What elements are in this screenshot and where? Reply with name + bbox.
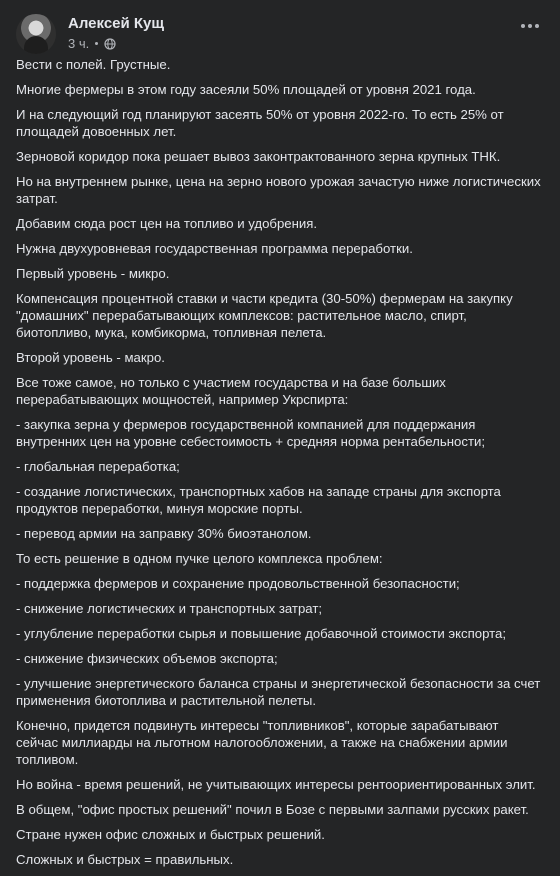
separator-dot xyxy=(95,42,98,45)
author-name[interactable]: Алексей Кущ xyxy=(68,15,165,32)
post-paragraph: - закупка зерна у фермеров государственной компанией для поддержания внутренних цен на уровне себестоимость + средняя норма рентабельности; xyxy=(16,417,486,449)
post-paragraph: Но на внутреннем рынке, цена на зерно нового урожая зачастую ниже логистических затрат. xyxy=(16,174,541,206)
post-paragraph: Но война - время решений, не учитывающих интересы рентоориентированных элит. xyxy=(16,777,536,792)
post-paragraph: - углубление переработки сырья и повышение добавочной стоимости экспорта; xyxy=(16,626,507,641)
post-text xyxy=(16,56,544,876)
globe-icon[interactable] xyxy=(104,38,116,50)
post-paragraph: Многие фермеры в этом году засеяли 50% площадей от уровня 2021 года. xyxy=(16,82,476,97)
post-paragraph: В общем, "офис простых решений" почил в Бозе с первыми залпами русских ракет. xyxy=(16,802,529,817)
post-paragraph: Вести с полей. Грустные. xyxy=(16,57,171,72)
post-meta xyxy=(68,36,116,51)
avatar[interactable] xyxy=(16,14,56,54)
post-paragraph: - улучшение энергетического баланса страны и энергетической безопасности за счет применения биотоплива и растительной пелеты. xyxy=(16,676,541,708)
post-paragraph: Первый уровень - микро. xyxy=(16,266,170,281)
post-paragraph: Компенсация процентной ставки и части кредита (30-50%) фермерам на закупку "домашних" перерабатывающих комплексов: растительное масло, спирт, биотопливо, мука, комбикорма, топливная пелета. xyxy=(16,291,513,340)
post-paragraph: И на следующий год планируют засеять 50% от уровня 2022-го. То есть 25% от площадей довоенных лет. xyxy=(16,107,504,139)
post-paragraph: То есть решение в одном пучке целого комплекса проблем: xyxy=(16,551,383,566)
post-paragraph: Сложных и быстрых = правильных. xyxy=(16,852,234,867)
post-paragraph: Конечно, придется подвинуть интересы "топливников", которые зарабатывают сейчас миллиарды на льготном налогообложении, а также на снабжении армии топливом. xyxy=(16,718,508,767)
post-paragraph: - глобальная переработка; xyxy=(16,459,180,474)
post-paragraph: Второй уровень - макро. xyxy=(16,350,165,365)
post-paragraph: Добавим сюда рост цен на топливо и удобрения. xyxy=(16,216,318,231)
post-header xyxy=(16,12,544,54)
post-paragraph: - создание логистических, транспортных хабов на западе страны для экспорта продуктов переработки, минуя морские порты. xyxy=(16,484,501,516)
post-paragraph: - снижение физических объемов экспорта; xyxy=(16,651,278,666)
post-paragraph: Все тоже самое, но только с участием государства и на базе больших перерабатывающих мощностей, например Укрспирта: xyxy=(16,375,446,407)
post-paragraph: - перевод армии на заправку 30% биоэтанолом. xyxy=(16,526,312,541)
post-paragraph: Нужна двухуровневая государственная программа переработки. xyxy=(16,241,413,256)
post-paragraph: - поддержка фермеров и сохранение продовольственной безопасности; xyxy=(16,576,460,591)
post-time[interactable]: 3 ч. xyxy=(68,36,90,51)
post-paragraph: - снижение логистических и транспортных затрат; xyxy=(16,601,323,616)
post-paragraph: Стране нужен офис сложных и быстрых решений. xyxy=(16,827,325,842)
more-icon[interactable] xyxy=(516,17,544,35)
post-paragraph: Зерновой коридор пока решает вывоз законтрактованного зерна крупных ТНК. xyxy=(16,149,501,164)
